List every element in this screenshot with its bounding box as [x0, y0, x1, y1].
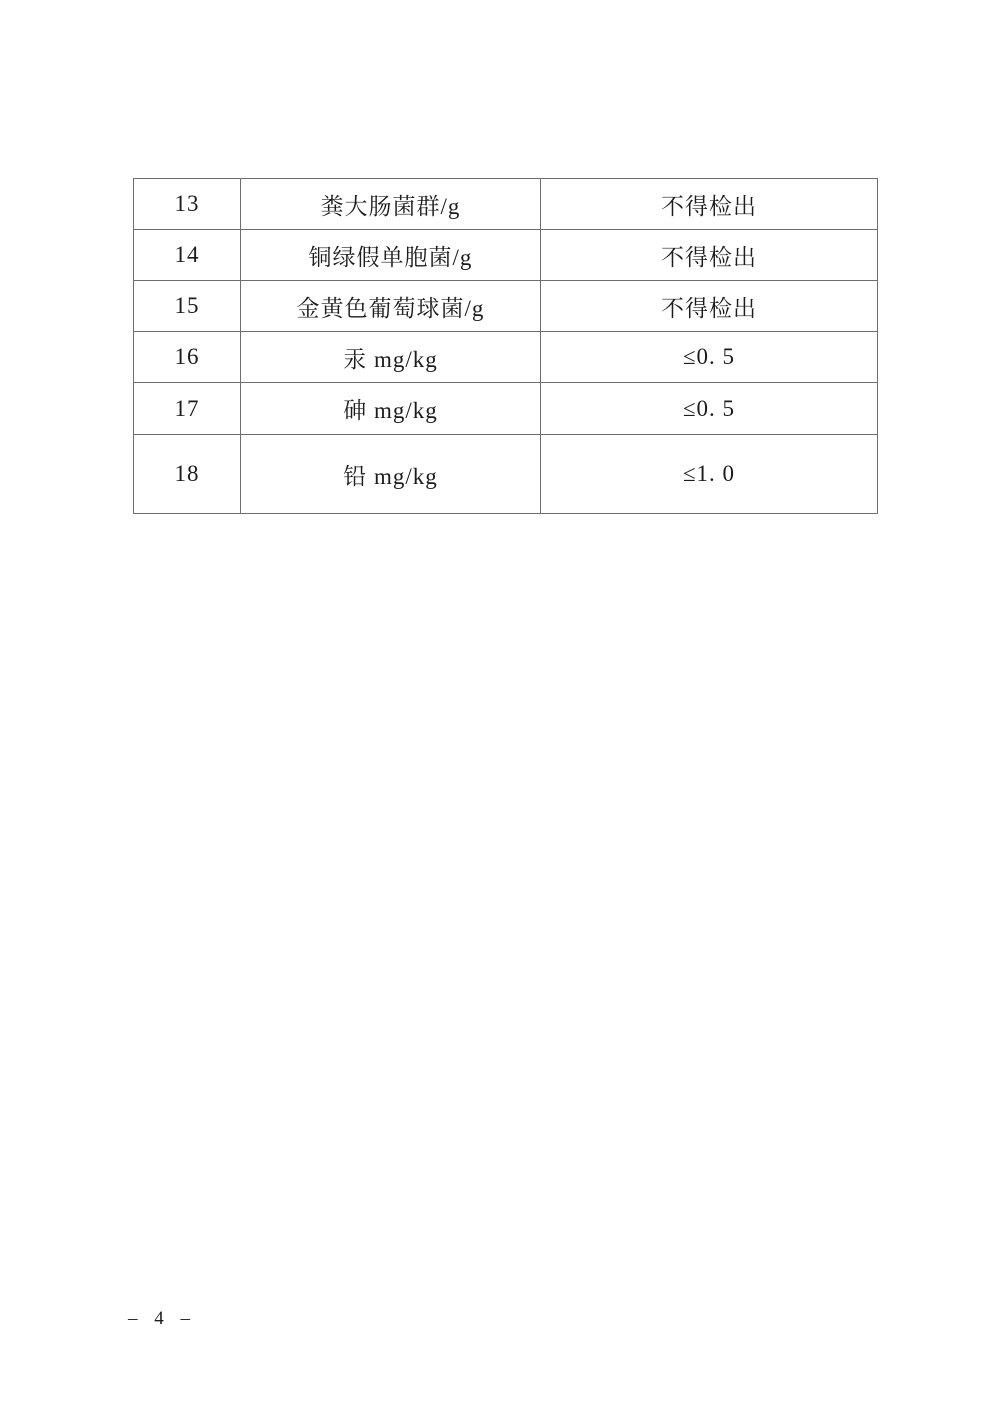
item-name-cell: 铅 mg/kg: [241, 435, 541, 514]
table-row: [134, 332, 878, 383]
limit-value-cell: 不得检出: [541, 179, 878, 230]
spec-limits-table: [133, 178, 878, 514]
row-number-cell: 18: [134, 435, 241, 514]
item-name-cell: 铜绿假单胞菌/g: [241, 230, 541, 281]
row-number-cell: 14: [134, 230, 241, 281]
limit-value-cell: ≤0. 5: [541, 383, 878, 435]
table-row: [134, 230, 878, 281]
limit-value-cell: ≤1. 0: [541, 435, 878, 514]
row-number-cell: 17: [134, 383, 241, 435]
row-number-cell: 13: [134, 179, 241, 230]
row-number-cell: 16: [134, 332, 241, 383]
limit-value-cell: 不得检出: [541, 281, 878, 332]
item-name-cell: 汞 mg/kg: [241, 332, 541, 383]
item-name-cell: 金黄色葡萄球菌/g: [241, 281, 541, 332]
table-row: [134, 281, 878, 332]
page-number: – 4 –: [128, 1308, 196, 1329]
table-row: [134, 383, 878, 435]
limit-value-cell: 不得检出: [541, 230, 878, 281]
table-row: [134, 435, 878, 514]
item-name-cell: 砷 mg/kg: [241, 383, 541, 435]
item-name-cell: 粪大肠菌群/g: [241, 179, 541, 230]
row-number-cell: 15: [134, 281, 241, 332]
limit-value-cell: ≤0. 5: [541, 332, 878, 383]
table-row: [134, 179, 878, 230]
